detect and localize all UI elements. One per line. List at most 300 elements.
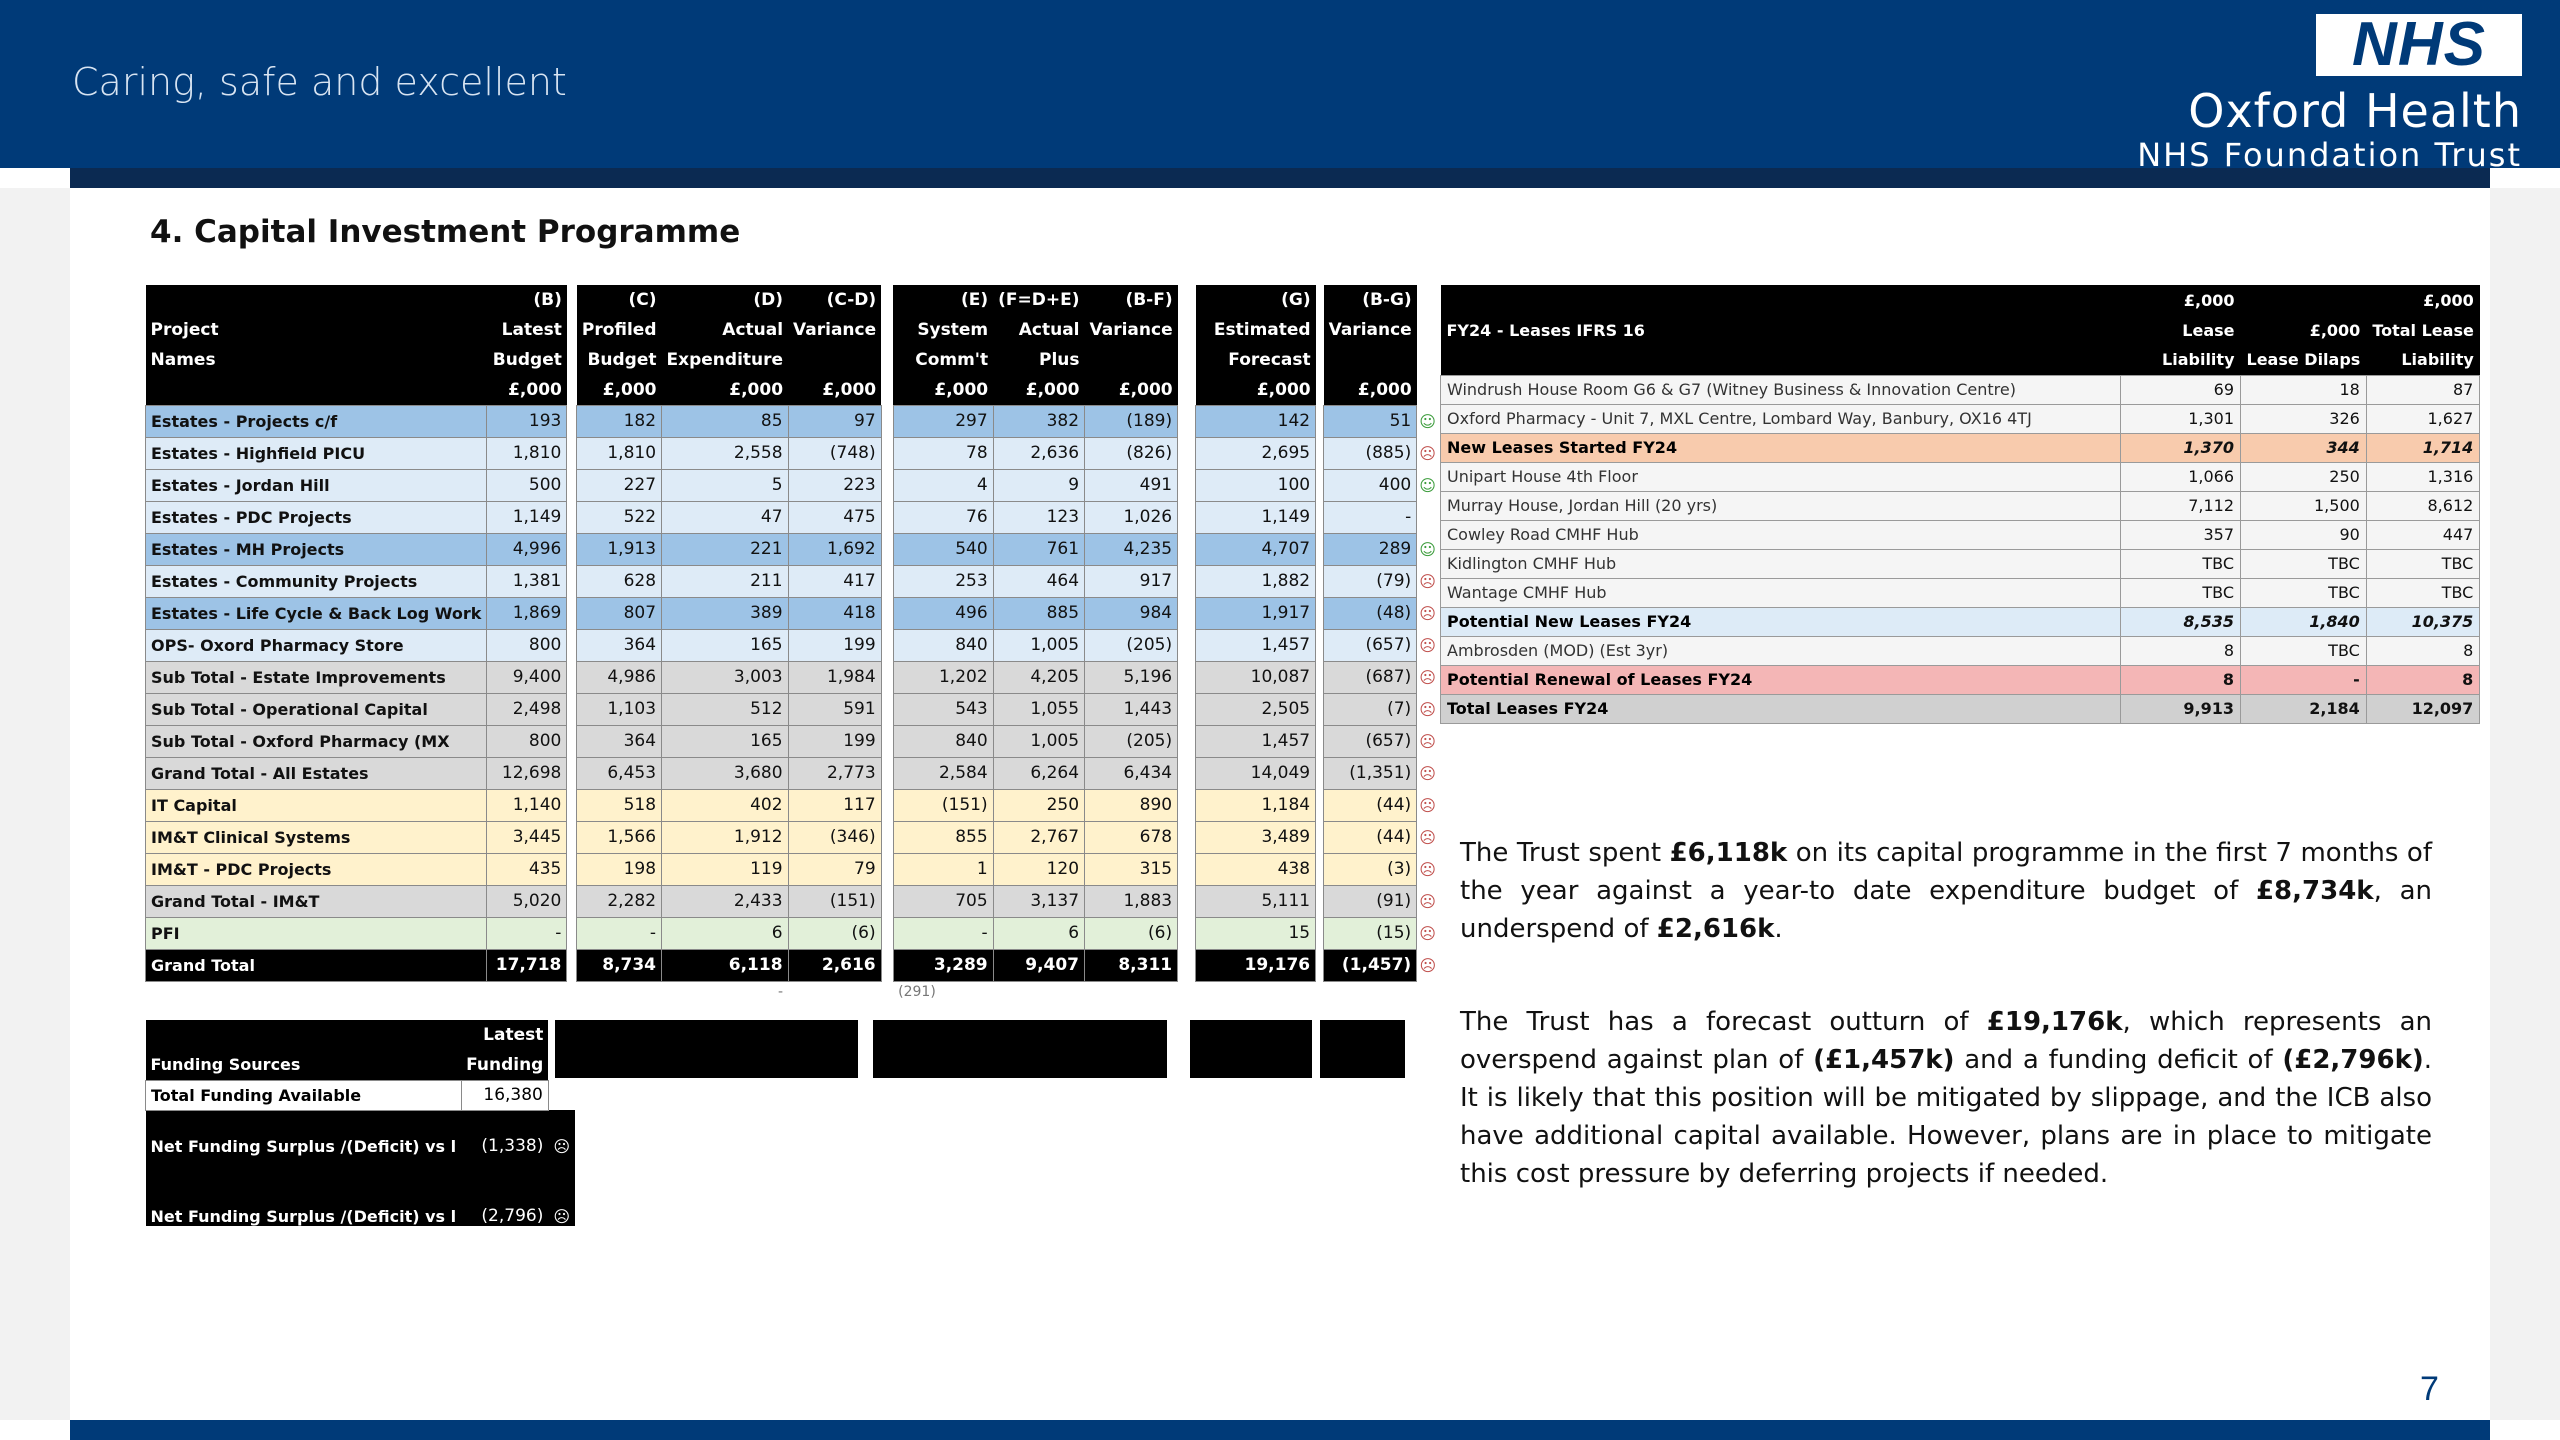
value-cell: 2,505 [1196,693,1316,725]
value-cell: 400 [1324,469,1417,501]
lease-row [1441,578,2480,607]
lease-value: 447 [2366,520,2480,549]
column-gap [567,437,577,469]
value-cell: 1,055 [993,693,1084,725]
value-cell: 250 [993,789,1084,821]
blank-cell [146,981,487,1003]
project-name: Grand Total - IM&T [146,885,487,917]
lease-row [1441,636,2480,665]
funding-row [146,1156,576,1226]
value-cell: (205) [1085,725,1178,757]
value-cell: 3,680 [662,757,789,789]
value-cell: 1,149 [487,501,567,533]
lease-column-header: £,000 [2241,315,2367,345]
value-cell: 182 [577,405,662,437]
table-row [146,885,1439,917]
value-cell: (657) [1324,629,1417,661]
value-cell: 438 [1196,853,1316,885]
value-cell: 5,020 [487,885,567,917]
column-gap [881,345,893,375]
blank-cell [1178,981,1196,1003]
unit-label: £,000 [788,375,881,405]
column-gap [567,533,577,565]
value-cell: 840 [893,629,993,661]
narrative-text: . It is likely that this position will be mitigated by slippage, and the ICB also have additional capital available. However, plans are in place to mitigate this cost pressure by deferring projects if needed. [1460,1045,2433,1189]
leases-ifrs16-table [1440,285,2480,724]
value-cell: 1,883 [1085,885,1178,917]
value-cell: 4,986 [577,661,662,693]
lease-value: 1,316 [2366,462,2480,491]
column-gap [1316,885,1324,917]
blank-cell [788,981,881,1003]
value-cell: 253 [893,565,993,597]
header-cell: Variance [1085,315,1178,345]
lease-value: 1,627 [2366,404,2480,433]
value-cell: - [577,917,662,949]
column-gap [881,565,893,597]
header-cell [146,375,487,405]
header-cell: Estimated [1196,315,1316,345]
value-cell: 3,289 [893,949,993,981]
lease-value: 9,913 [2121,694,2241,723]
lease-value: 87 [2366,375,2480,404]
value-cell: 402 [662,789,789,821]
value-cell: 6,264 [993,757,1084,789]
lease-value: 12,097 [2366,694,2480,723]
value-cell: 984 [1085,597,1178,629]
lease-title: FY24 - Leases IFRS 16 [1441,315,2121,345]
lease-value: 250 [2241,462,2367,491]
value-cell: 890 [1085,789,1178,821]
value-cell: 3,445 [487,821,567,853]
value-cell: 47 [662,501,789,533]
value-cell: 1,810 [577,437,662,469]
value-cell: 78 [893,437,993,469]
column-gap [881,917,893,949]
lease-row [1441,694,2480,723]
column-gap [1178,885,1196,917]
table-row [146,405,1439,437]
column-gap [881,661,893,693]
narrative-text: The Trust spent [1460,838,1670,868]
lease-name: Cowley Road CMHF Hub [1441,520,2121,549]
value-cell: (91) [1324,885,1417,917]
status-warning-icon: ☹ [1417,821,1439,853]
column-gap [1178,789,1196,821]
value-cell: 512 [662,693,789,725]
status-warning-icon: ☹ [1417,725,1439,757]
unit-label: £,000 [1324,375,1417,405]
project-name: Estates - PDC Projects [146,501,487,533]
lease-header-row [1441,285,2480,315]
table-row [146,949,1439,981]
column-gap [1316,725,1324,757]
header-cell [146,285,487,315]
column-gap [881,285,893,315]
header-cell: Latest [487,315,567,345]
header-cell: Variance [788,315,881,345]
table-row [146,597,1439,629]
value-cell: 211 [662,565,789,597]
blank-cell [993,981,1084,1003]
column-gap [881,405,893,437]
column-gap [881,375,893,405]
value-cell: (346) [788,821,881,853]
value-cell: 1 [893,853,993,885]
project-name: Sub Total - Operational Capital [146,693,487,725]
status-warning-icon: ☹ [1417,885,1439,917]
header-row-units [146,375,1439,405]
funding-name: Net Funding Surplus /(Deficit) vs l [146,1156,462,1226]
blank-cell [1085,981,1178,1003]
column-gap [1316,533,1324,565]
header-cell [1324,345,1417,375]
column-gap [1178,285,1196,315]
value-cell: (6) [788,917,881,949]
value-cell: 800 [487,629,567,661]
value-cell: 1,103 [577,693,662,725]
narrative-text: on its capital programme in the first 7 months of the year against a year-to date expenditure budget of [1460,838,2432,906]
value-cell: (1,457) [1324,949,1417,981]
status-ok-icon: ☺ [1417,469,1439,501]
column-gap [881,315,893,345]
value-cell: 117 [788,789,881,821]
value-cell: 475 [788,501,881,533]
value-cell: (205) [1085,629,1178,661]
lease-title [1441,345,2121,375]
status-warning-icon: ☹ [548,1110,575,1156]
lease-value: 90 [2241,520,2367,549]
blank-cell [1324,981,1417,1003]
value-cell: 1,912 [662,821,789,853]
value-cell: 1,381 [487,565,567,597]
project-name: PFI [146,917,487,949]
lease-row [1441,462,2480,491]
project-name: OPS- Oxord Pharmacy Store [146,629,487,661]
lease-name: Total Leases FY24 [1441,694,2121,723]
column-gap [1316,375,1324,405]
funding-row [146,1080,576,1110]
column-gap [1316,949,1324,981]
header-row-codes [146,285,1439,315]
column-code: (C-D) [788,285,881,315]
column-gap [881,629,893,661]
unit-label: £,000 [993,375,1084,405]
lease-value: 1,066 [2121,462,2241,491]
value-cell: 51 [1324,405,1417,437]
funding-name: Net Funding Surplus /(Deficit) vs l [146,1110,462,1156]
narrative-paragraph-1 [1460,834,2432,948]
lease-value: 344 [2241,433,2367,462]
lease-column-header: Total Lease [2366,315,2480,345]
blank-cell [881,981,893,1003]
value-cell: 418 [788,597,881,629]
column-gap [881,437,893,469]
column-gap [1417,285,1439,315]
lease-value: TBC [2241,549,2367,578]
table-row [146,853,1439,885]
header-cell: System [893,315,993,345]
header-cell: Variance [1324,315,1417,345]
highlight-figure: (£2,796k) [2282,1045,2424,1075]
value-cell: 97 [788,405,881,437]
blank-cell [1196,981,1316,1003]
column-gap [567,375,577,405]
black-block [1190,1020,1312,1078]
value-cell: 4,235 [1085,533,1178,565]
column-gap [1417,315,1439,345]
table-row [146,757,1439,789]
column-gap [881,789,893,821]
column-gap [1316,405,1324,437]
column-gap [567,469,577,501]
table-row [146,917,1439,949]
narrative-text: . [1774,914,1783,944]
value-cell: 19,176 [1196,949,1316,981]
value-cell: 142 [1196,405,1316,437]
value-cell: 1,140 [487,789,567,821]
value-cell: 678 [1085,821,1178,853]
value-cell: 3,137 [993,885,1084,917]
column-gap [1316,345,1324,375]
table-row [146,565,1439,597]
table-row [146,725,1439,757]
value-cell: 15 [1196,917,1316,949]
value-cell: (15) [1324,917,1417,949]
note-cell: (291) [898,984,936,1001]
column-gap [1316,757,1324,789]
value-cell: 2,695 [1196,437,1316,469]
header-cell: Names [146,345,487,375]
value-cell: 297 [893,405,993,437]
narrative-paragraph-2 [1460,1003,2432,1193]
header-cell: Actual [662,315,789,345]
column-gap [1417,375,1439,405]
value-cell: (6) [1085,917,1178,949]
status-warning-icon: ☹ [1417,565,1439,597]
column-gap [567,725,577,757]
lease-header-row [1441,315,2480,345]
lease-column-header [2241,285,2367,315]
value-cell: - [487,917,567,949]
lease-name: Murray House, Jordan Hill (20 yrs) [1441,491,2121,520]
blank-cell [487,981,567,1003]
value-cell: 85 [662,405,789,437]
lease-value: 1,840 [2241,607,2367,636]
column-gap [567,853,577,885]
column-gap [548,1080,575,1110]
value-cell: - [893,917,993,949]
value-cell: 5 [662,469,789,501]
column-gap [881,821,893,853]
highlight-figure: £6,118k [1669,838,1788,868]
funding-sources-table [145,1020,576,1226]
status-warning-icon: ☹ [1417,597,1439,629]
lease-row [1441,375,2480,404]
column-code: (B) [487,285,567,315]
status-warning-icon: ☹ [548,1156,575,1226]
value-cell: (151) [788,885,881,917]
column-gap [567,693,577,725]
table-row [146,469,1439,501]
lease-value: 8 [2121,665,2241,694]
value-cell: 1,917 [1196,597,1316,629]
column-gap [1178,597,1196,629]
column-code: (F=D+E) [993,285,1084,315]
column-gap [1178,405,1196,437]
blank-cell [577,981,662,1003]
unit-label: £,000 [1085,375,1178,405]
value-cell: 435 [487,853,567,885]
column-gap [881,597,893,629]
column-gap [1316,501,1324,533]
column-gap [1316,315,1324,345]
lease-value: 18 [2241,375,2367,404]
column-gap [567,501,577,533]
column-gap [1178,437,1196,469]
status-warning-icon: ☹ [1417,661,1439,693]
blank-cell [567,981,577,1003]
project-name: Estates - Life Cycle & Back Log Work [146,597,487,629]
value-cell: 1,810 [487,437,567,469]
lease-value: 8,535 [2121,607,2241,636]
value-cell: 6,453 [577,757,662,789]
table-row [146,661,1439,693]
column-gap [567,345,577,375]
column-gap [1178,629,1196,661]
value-cell: 221 [662,533,789,565]
column-gap [1178,757,1196,789]
lease-value: 1,500 [2241,491,2367,520]
status-warning-icon: ☹ [1417,853,1439,885]
header-cell: Actual [993,315,1084,345]
header-cell: Profiled [577,315,662,345]
header-cell: Expenditure [662,345,789,375]
table-row [146,437,1439,469]
value-cell: 8,734 [577,949,662,981]
column-gap [1178,725,1196,757]
column-code: (B-F) [1085,285,1178,315]
value-cell: 1,566 [577,821,662,853]
header-cell [788,345,881,375]
value-cell: 3,489 [1196,821,1316,853]
column-gap [881,533,893,565]
lease-name: Kidlington CMHF Hub [1441,549,2121,578]
value-cell: 4,205 [993,661,1084,693]
lease-value: TBC [2241,578,2367,607]
lease-value: 7,112 [2121,491,2241,520]
lease-column-header: Lease [2121,315,2241,345]
column-gap [1316,565,1324,597]
value-cell: 1,005 [993,629,1084,661]
value-cell: 6,118 [662,949,789,981]
value-cell: 628 [577,565,662,597]
column-gap [1316,597,1324,629]
column-gap [1178,533,1196,565]
value-cell: (826) [1085,437,1178,469]
status-ok-icon: ☺ [1417,533,1439,565]
project-name: Estates - Community Projects [146,565,487,597]
lease-value: 10,375 [2366,607,2480,636]
value-cell: (48) [1324,597,1417,629]
table-row [146,501,1439,533]
column-gap [567,405,577,437]
project-name: Estates - MH Projects [146,533,487,565]
value-cell: 464 [993,565,1084,597]
value-cell: 496 [893,597,993,629]
narrative-text: The Trust has a forecast outturn of [1460,1007,1987,1037]
column-gap [1316,469,1324,501]
status-warning-icon: ☹ [1417,949,1439,981]
highlight-figure: £2,616k [1656,914,1775,944]
lease-name: Potential Renewal of Leases FY24 [1441,665,2121,694]
value-cell: 5,111 [1196,885,1316,917]
highlight-figure: £19,176k [1986,1007,2123,1037]
table-row [146,533,1439,565]
table-row [146,821,1439,853]
org-name: Oxford Health [2188,84,2522,138]
blank-cell [1316,981,1324,1003]
funding-value: 16,380 [461,1080,548,1110]
value-cell: (151) [893,789,993,821]
value-cell: 315 [1085,853,1178,885]
value-cell: 2,584 [893,757,993,789]
value-cell: 4 [893,469,993,501]
value-cell: (657) [1324,725,1417,757]
highlight-figure: £8,734k [2255,876,2374,906]
unit-label: £,000 [487,375,567,405]
value-cell: 6,434 [1085,757,1178,789]
lease-column-header: Lease Dilaps [2241,345,2367,375]
value-cell: (44) [1324,789,1417,821]
project-name: Sub Total - Oxford Pharmacy (MX [146,725,487,757]
value-cell: 1,149 [1196,501,1316,533]
lease-value: TBC [2121,578,2241,607]
value-cell: (885) [1324,437,1417,469]
lease-row [1441,491,2480,520]
project-name: Grand Total [146,949,487,981]
column-gap [881,725,893,757]
status-warning-icon: ☹ [1417,917,1439,949]
value-cell: 1,913 [577,533,662,565]
table-row [146,789,1439,821]
column-gap [1178,375,1196,405]
page-number: 7 [2420,1370,2439,1408]
value-cell: 705 [893,885,993,917]
value-cell: 76 [893,501,993,533]
column-gap [1316,661,1324,693]
value-cell: 165 [662,725,789,757]
column-gap [1316,853,1324,885]
value-cell: 2,433 [662,885,789,917]
lease-value: 357 [2121,520,2241,549]
nhs-logo: NHS [2316,14,2522,76]
column-gap [881,885,893,917]
value-cell: 5,196 [1085,661,1178,693]
value-cell: 165 [662,629,789,661]
lease-name: Oxford Pharmacy - Unit 7, MXL Centre, Lombard Way, Banbury, OX16 4TJ [1441,404,2121,433]
column-gap [881,949,893,981]
lease-row [1441,404,2480,433]
value-cell: 10,087 [1196,661,1316,693]
left-margin [0,188,70,1420]
project-name: Estates - Projects c/f [146,405,487,437]
blank-cell [1417,981,1439,1003]
lease-value: TBC [2241,636,2367,665]
value-cell: 119 [662,853,789,885]
column-gap [567,315,577,345]
value-cell: (1,351) [1324,757,1417,789]
